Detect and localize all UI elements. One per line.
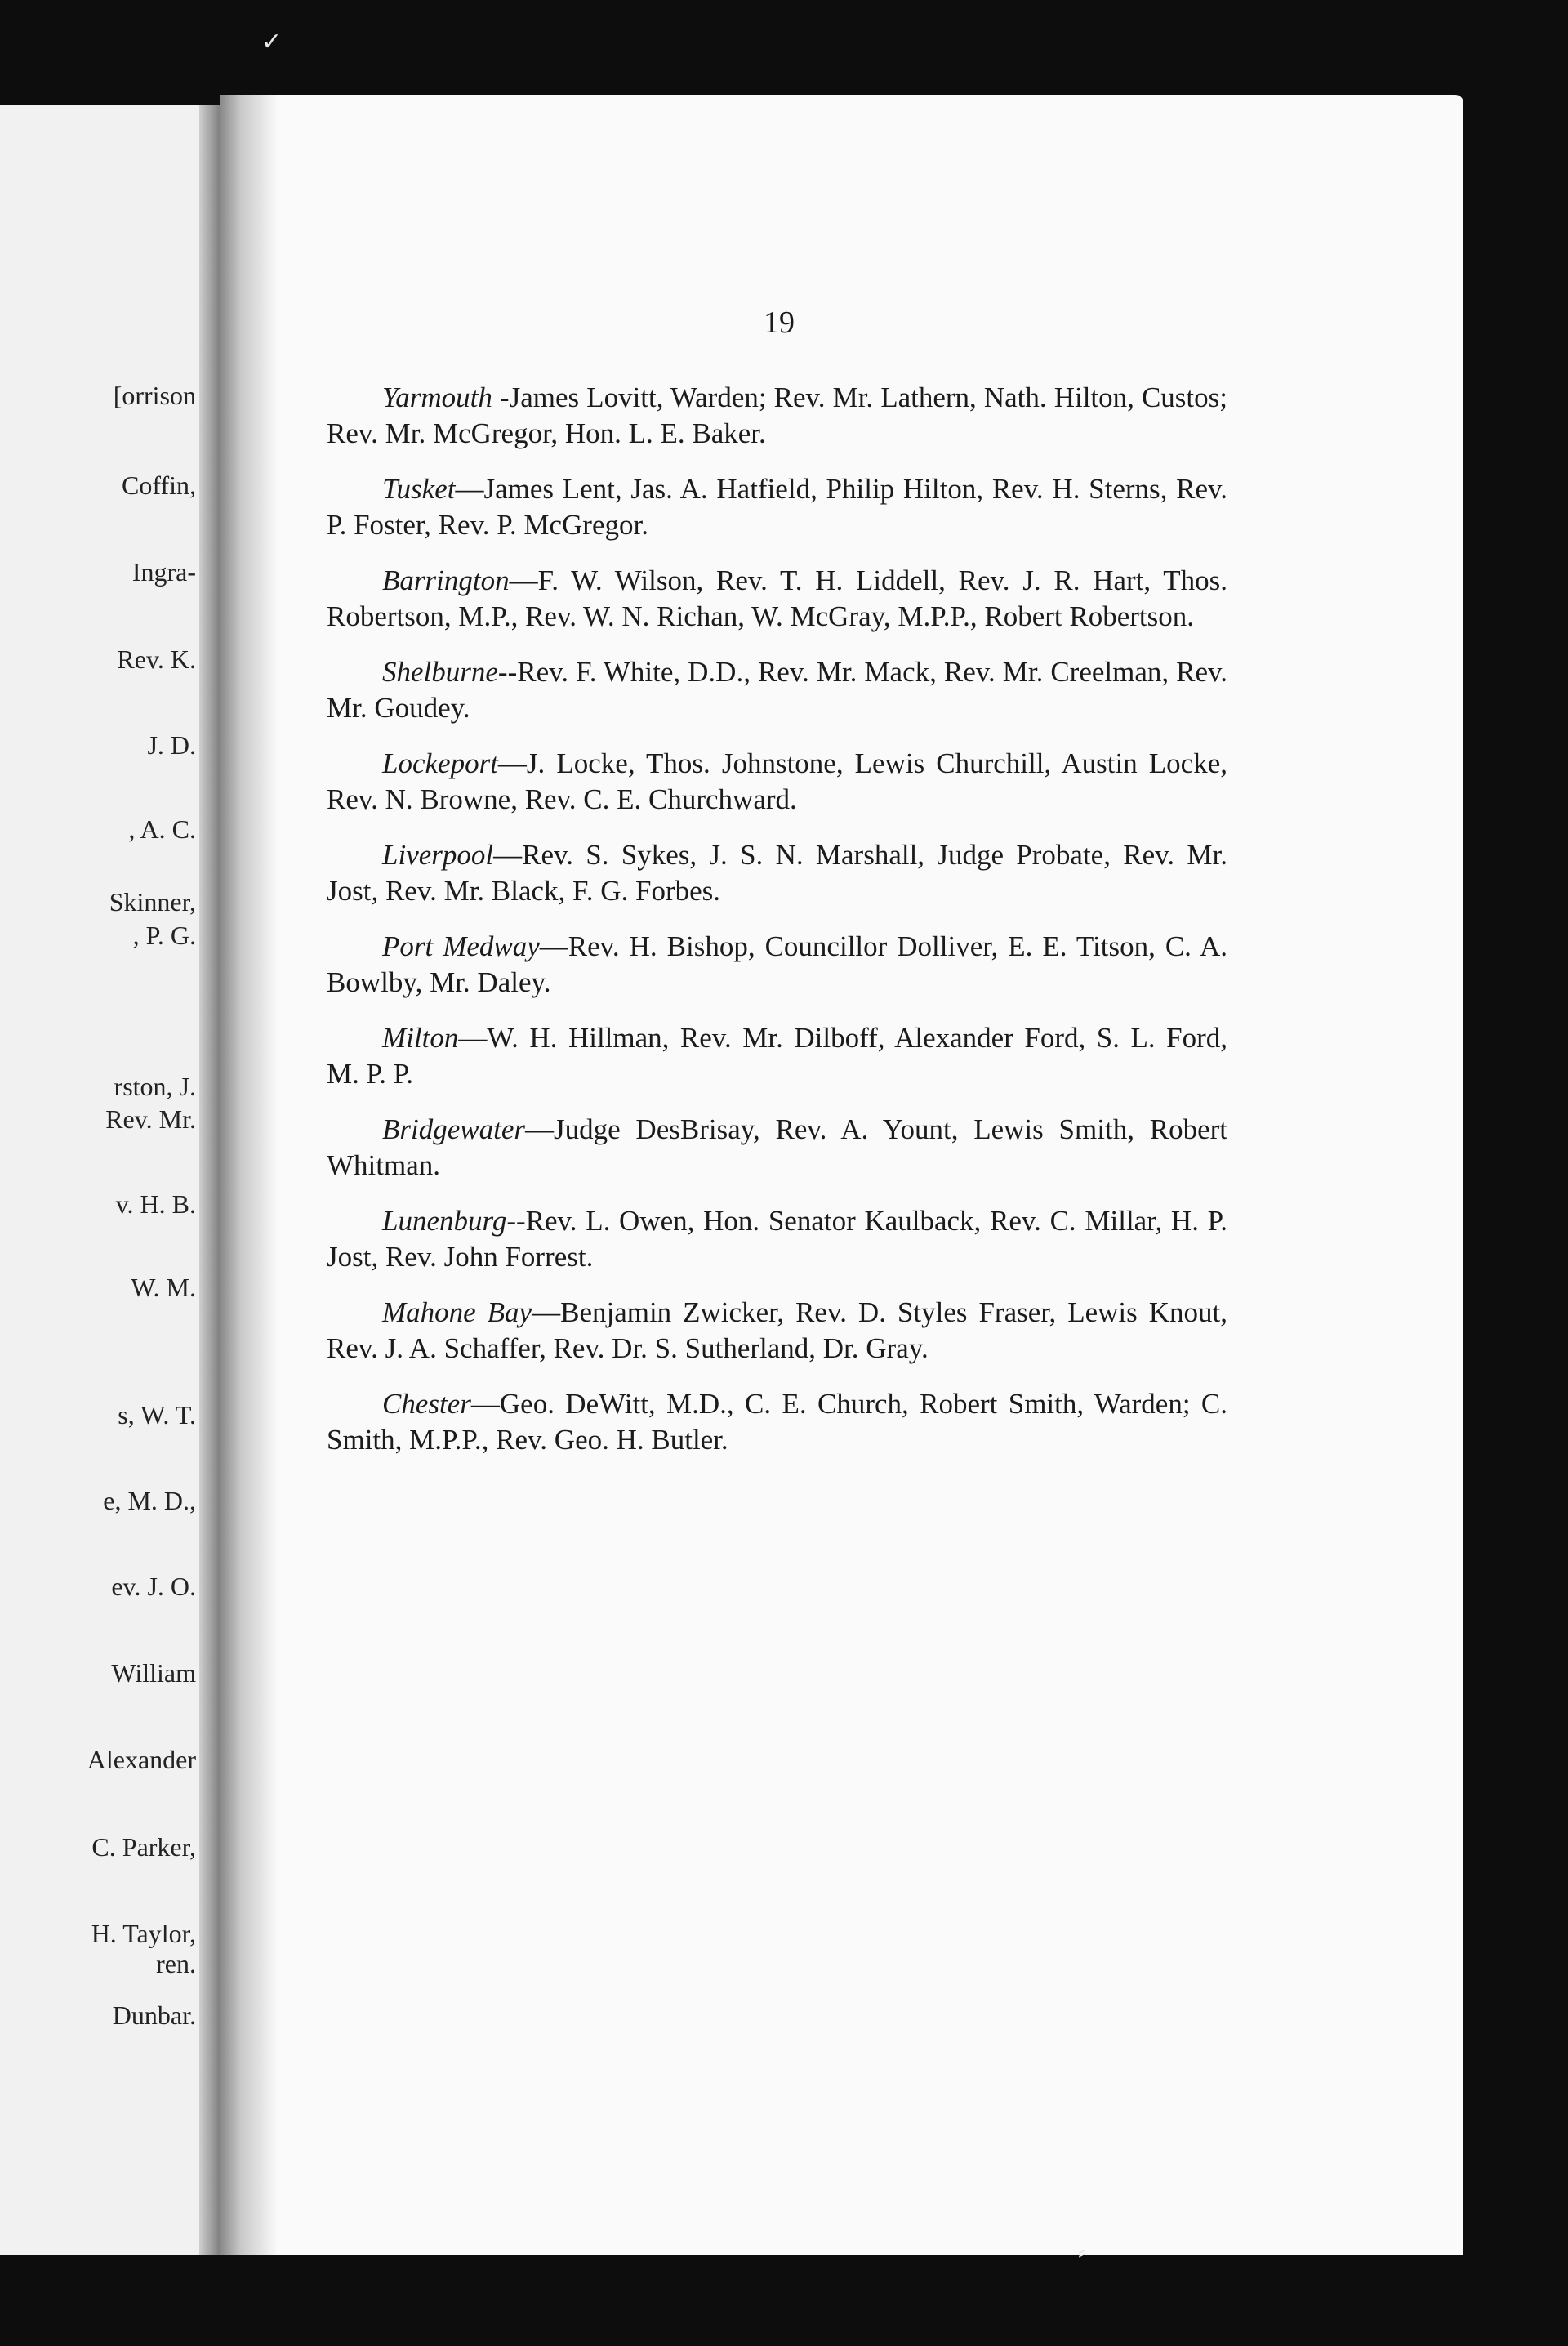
place-name: Shelburne (382, 656, 498, 688)
separator: — (493, 839, 523, 871)
left-page-line: rston, J. (114, 1072, 196, 1101)
separator: - (492, 381, 510, 413)
left-page-line: s, W. T. (118, 1400, 196, 1429)
left-page-line: e, M. D., (103, 1486, 196, 1515)
left-page-line: Coffin, (122, 471, 196, 500)
place-name: Port Medway (382, 930, 540, 962)
entry-text: Benjamin Zwicker, Rev. D. Styles Fraser, Lewis Knout, Rev. J. A. Schaffer, Rev. Dr. S. Sutherland, Dr. Gray. (327, 1296, 1228, 1364)
place-name: Lunenburg (382, 1205, 507, 1237)
scan-speck: ⸗ (1078, 2238, 1086, 2265)
separator: — (455, 473, 484, 505)
entry-text: Rev. H. Bishop, Councillor Dolliver, E. E. Titson, C. A. Bowlby, Mr. Daley. (327, 930, 1227, 998)
place-name: Milton (382, 1022, 459, 1054)
entry-paragraph (327, 380, 1227, 452)
place-name: Yarmouth (382, 381, 492, 413)
separator: — (539, 930, 568, 962)
page-binding-shadow (220, 95, 278, 2255)
separator: -- (506, 1205, 526, 1237)
entry-paragraph (327, 746, 1227, 818)
entry-paragraph (327, 1203, 1227, 1275)
separator: — (458, 1022, 488, 1054)
place-name: Tusket (382, 473, 456, 505)
left-page-line: [orrison (113, 381, 196, 410)
gutter-shadow (199, 105, 220, 2255)
left-page-line: J. D. (147, 730, 196, 760)
left-page-line: Rev. K. (117, 644, 196, 674)
entry-text: Rev. F. White, D.D., Rev. Mr. Mack, Rev. Mr. Creelman, Rev. Mr. Goudey. (327, 656, 1227, 724)
entry-text: Rev. L. Owen, Hon. Senator Kaulback, Rev. C. Millar, H. P. Jost, Rev. John Forrest. (327, 1205, 1227, 1273)
separator: — (509, 564, 538, 596)
place-name: Chester (382, 1388, 471, 1420)
entry-text: Geo. DeWitt, M.D., C. E. Church, Robert Smith, Warden; C. Smith, M.P.P., Rev. Geo. H. Butler. (327, 1388, 1227, 1456)
entry-text: James Lovitt, Warden; Rev. Mr. Lathern, Nath. Hilton, Custos; Rev. Mr. McGregor, Hon. L. E. Baker. (327, 381, 1227, 449)
left-page-line: Ingra- (131, 557, 196, 586)
separator: — (497, 747, 527, 779)
left-page-line: ev. J. O. (111, 1572, 196, 1601)
left-page-line: C. Parker, (91, 1832, 196, 1862)
entry-paragraph (327, 563, 1227, 635)
left-page-line: v. H. B. (115, 1189, 196, 1219)
place-name: Barrington (382, 564, 510, 596)
left-page-line: H. Taylor, (91, 1919, 196, 1948)
entry-text: J. Locke, Thos. Johnstone, Lewis Churchill, Austin Locke, Rev. N. Browne, Rev. C. E. Churchward. (327, 747, 1227, 815)
entry-text: James Lent, Jas. A. Hatfield, Philip Hilton, Rev. H. Sterns, Rev. P. Foster, Rev. P. McGregor. (327, 473, 1227, 541)
left-page-line: Dunbar. (112, 2000, 196, 2030)
left-page-line: W. M. (131, 1273, 196, 1302)
place-name: Mahone Bay (382, 1296, 532, 1328)
entry-paragraph (327, 1386, 1227, 1458)
page-body (327, 380, 1227, 1478)
entry-paragraph (327, 654, 1227, 726)
entry-paragraph (327, 837, 1227, 909)
left-page-line: Rev. Mr. (105, 1104, 196, 1134)
left-page (0, 105, 220, 2255)
place-name: Lockeport (382, 747, 498, 779)
entry-text: Rev. S. Sykes, J. S. N. Marshall, Judge Probate, Rev. Mr. Jost, Rev. Mr. Black, F. G. Forbes. (327, 839, 1227, 907)
left-page-line: ren. (156, 1949, 196, 1978)
left-page-line: William (111, 1658, 196, 1688)
separator: — (524, 1113, 554, 1145)
place-name: Liverpool (382, 839, 494, 871)
entry-paragraph (327, 1295, 1227, 1367)
left-page-line: , A. C. (128, 814, 196, 844)
entry-paragraph (327, 471, 1227, 543)
entry-text: Judge DesBrisay, Rev. A. Yount, Lewis Smith, Robert Whitman. (327, 1113, 1227, 1181)
separator: — (532, 1296, 561, 1328)
page-number: 19 (764, 306, 795, 340)
entry-paragraph (327, 1020, 1227, 1092)
left-page-line: Skinner, (109, 887, 196, 917)
separator: — (470, 1388, 500, 1420)
entry-paragraph (327, 1112, 1227, 1184)
left-page-line: Alexander (87, 1745, 196, 1774)
place-name: Bridgewater (382, 1113, 525, 1145)
entry-text: F. W. Wilson, Rev. T. H. Liddell, Rev. J. R. Hart, Thos. Robertson, M.P., Rev. W. N. Richan, W. McGray, M.P.P., Robert Robertson. (327, 564, 1227, 632)
separator: -- (497, 656, 518, 688)
entry-paragraph (327, 929, 1227, 1001)
entry-text: W. H. Hillman, Rev. Mr. Dilboff, Alexander Ford, S. L. Ford, M. P. P. (327, 1022, 1227, 1090)
scan-speck: ✓ (261, 29, 283, 56)
left-page-line: , P. G. (132, 921, 196, 950)
